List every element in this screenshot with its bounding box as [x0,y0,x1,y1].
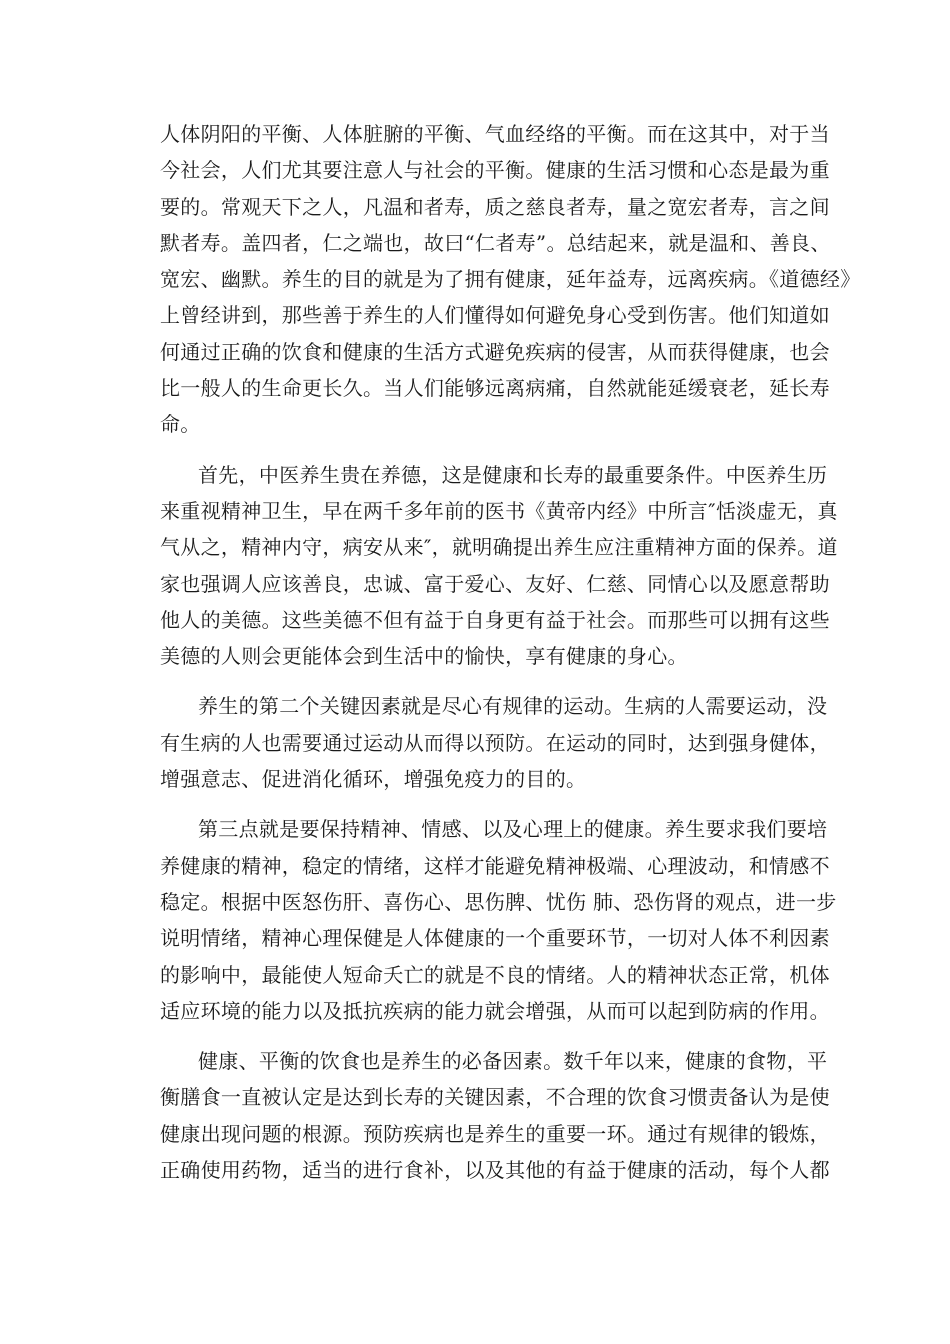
paragraph-virtue [160,457,838,675]
text-line: 健康出现问题的根源。预防疾病也是养生的重要一环。通过有规律的锻炼， [160,1121,830,1146]
text-line: 默者寿。盖四者，仁之端也，故曰“仁者寿”。总结起来，就是温和、善良、 [160,230,831,255]
paragraph-diet [160,1043,830,1188]
text-line: 比一般人的生命更长久。当人们能够远离病痛，自然就能延缓衰老，延长寿 [160,376,830,401]
text-line: 何通过正确的饮食和健康的生活方式避免疾病的侵害，从而获得健康，也会 [160,339,830,364]
text-line: 上曾经讲到，那些善于养生的人们懂得如何避免身心受到伤害。他们知道如 [160,303,830,328]
text-line: 家也强调人应该善良，忠诚、富于爱心、友好、仁慈、同情心以及愿意帮助 [160,571,830,596]
text-line: 命。 [160,412,201,437]
text-line: 的影响中，最能使人短命夭亡的就是不良的情绪。人的精神状态正常，机体 [160,962,830,987]
text-line: 人体阴阳的平衡、人体脏腑的平衡、气血经络的平衡。而在这其中，对于当 [160,122,830,146]
paragraph-intro [160,116,861,443]
text-line: 正确使用药物，适当的进行食补，以及其他的有益于健康的活动，每个人都 [160,1158,830,1183]
text-line: 稳定。根据中医怒伤肝、喜伤心、思伤脾、忧伤 肺、恐伤肾的观点，进一步 [160,889,837,914]
text-line: 他人的美德。这些美德不但有益于自身更有益于社会。而那些可以拥有这些 [160,607,830,632]
text-line: 今社会，人们尤其要注意人与社会的平衡。健康的生活习惯和心态是最为重 [160,158,830,183]
text-line: 养健康的精神，稳定的情绪，这样才能避免精神极端、心理波动，和情感不 [160,853,830,878]
text-line: 美德的人则会更能体会到生活中的愉快，享有健康的身心。 [160,644,688,669]
text-line: 健康、平衡的饮食也是养生的必备因素。数千年以来，健康的食物，平 [198,1049,828,1074]
text-line: 要的。常观天下之人，凡温和者寿，质之慈良者寿，量之宽宏者寿，言之间 [160,194,830,219]
text-line: 说明情绪，精神心理保健是人体健康的一个重要环节，一切对人体不利因素 [160,926,830,951]
text-line: 气从之，精神内守，病安从来″，就明确提出养生应注重精神方面的保养。道 [160,535,838,560]
text-line: 增强意志、促进消化循环，增强免疫力的目的。 [160,767,587,792]
text-line: 宽宏、幽默。养生的目的就是为了拥有健康，延年益寿，远离疾病。《道德经》 [160,267,861,292]
text-line: 首先，中医养生贵在养德，这是健康和长寿的最重要条件。中医养生历 [198,462,828,487]
document-body [160,116,861,1202]
text-line: 有生病的人也需要通过运动从而得以预防。在运动的同时，达到强身健体， [160,730,830,755]
text-line: 养生的第二个关键因素就是尽心有规律的运动。生病的人需要运动，没 [198,694,828,719]
paragraph-emotion [160,811,837,1029]
paragraph-exercise [160,688,830,797]
text-line: 第三点就是要保持精神、情感、以及心理上的健康。养生要求我们要培 [198,817,828,842]
text-line: 来重视精神卫生，早在两千多年前的医书《黄帝内经》中所言″恬淡虚无，真 [160,498,838,523]
text-line: 衡膳食一直被认定是达到长寿的关键因素，不合理的饮食习惯责备认为是使 [160,1085,830,1110]
text-line: 适应环境的能力以及抵抗疾病的能力就会增强，从而可以起到防病的作用。 [160,998,830,1023]
